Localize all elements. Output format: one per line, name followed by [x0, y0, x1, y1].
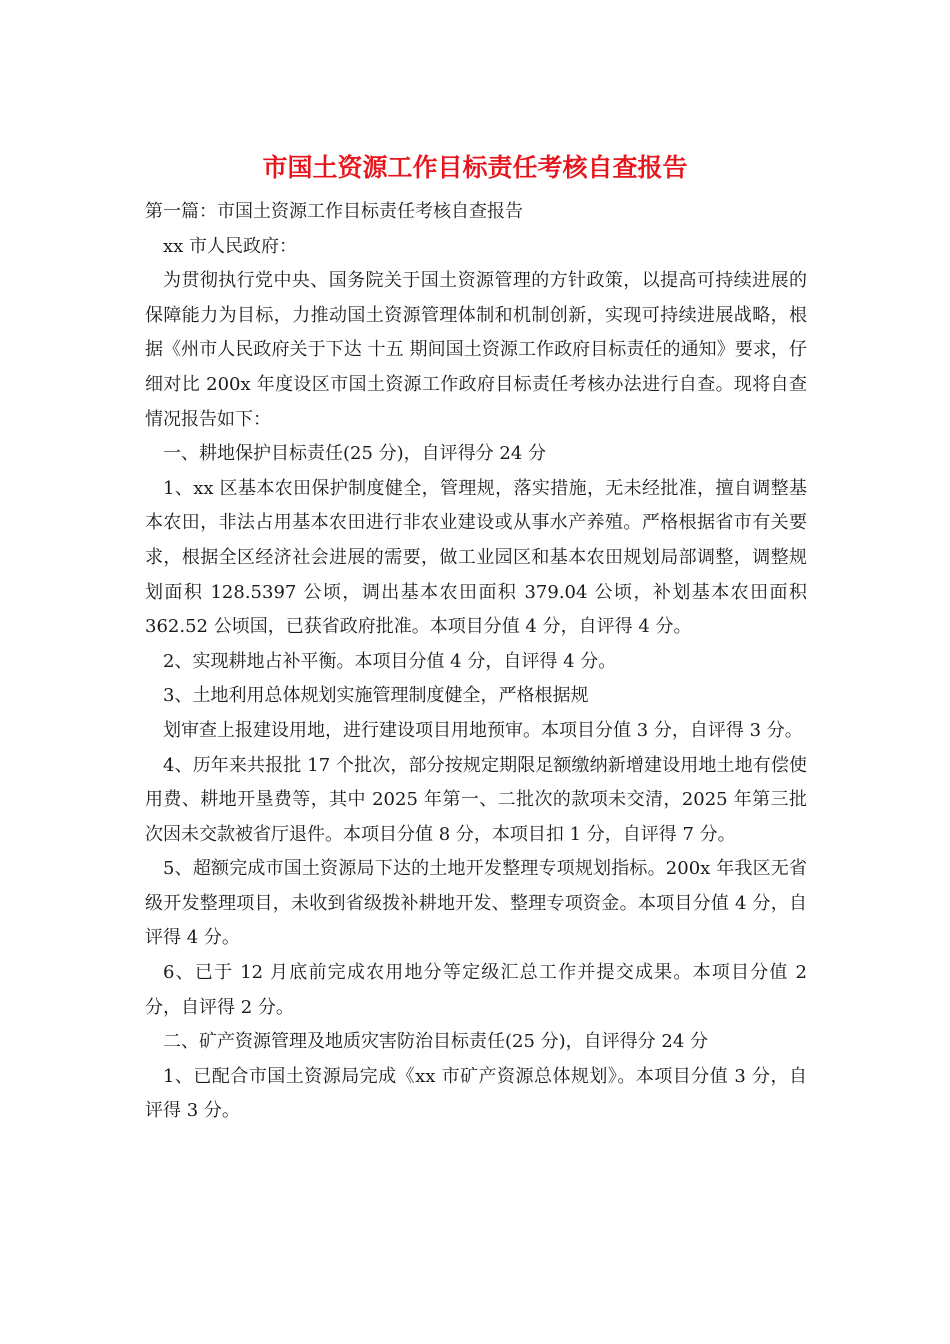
item-1-1: 1、xx 区基本农田保护制度健全，管理规，落实措施，无未经批准，擅自调整基本农田，非法占用基本农田进行非农业建设或从事水产养殖。严格根据省市有关要求，根据全区经济社会进展的需要，做工业园区和基本农田规划局部调整，调整规划面积 128.5397 公顷，调出基本农田面积 379.04 公顷，补划基本农田面积 362.52 公顷国，已获省政府批准。本项目分值 4 分，自评得 4 分。: [145, 477, 807, 638]
section-heading-1: 一、耕地保护目标责任(25 分)，自评得分 24 分: [163, 443, 547, 465]
item-1-4: 4、历年来共报批 17 个批次，部分按规定期限足额缴纳新增建设用地土地有偿使用费、耕地开垦费等，其中 2025 年第一、二批次的款项未交清，2025 年第三批次因未交款被省厅退件。本项目分值 8 分，本项目扣 1 分，自评得 7 分。: [145, 754, 807, 845]
item-1-6: 6、已于 12 月底前完成农用地分等定级汇总工作并提交成果。本项目分值 2 分，自评得 2 分。: [145, 962, 807, 1018]
item-2-1: 1、已配合市国土资源局完成《xx 市矿产资源总体规划》。本项目分值 3 分，自评得 3 分。: [145, 1065, 807, 1122]
section-heading-2: 二、矿产资源管理及地质灾害防治目标责任(25 分)，自评得分 24 分: [163, 1031, 709, 1053]
document-title: 市国土资源工作目标责任考核自查报告: [262, 153, 688, 182]
item-1-3-continued: 划审查上报建设用地，进行建设项目用地预审。本项目分值 3 分，自评得 3 分。: [163, 719, 803, 741]
salutation: xx 市人民政府：: [163, 235, 298, 257]
item-1-3-first-line: 3、土地利用总体规划实施管理制度健全，严格根据规: [163, 685, 589, 707]
item-1-5: 5、超额完成市国土资源局下达的土地开发整理专项规划指标。200x 年我区无省级开发整理项目，未收到省级拨补耕地开发、整理专项资金。本项目分值 4 分，自评得 4 分。: [145, 858, 807, 949]
chapter-heading: 第一篇：市国土资源工作目标责任考核自查报告: [145, 201, 523, 222]
item-1-2: 2、实现耕地占补平衡。本项目分值 4 分，自评得 4 分。: [163, 650, 617, 672]
document-body: [145, 195, 807, 1129]
intro-paragraph: 为贯彻执行党中央、国务院关于国土资源管理的方针政策，以提高可持续进展的保障能力为目标，力推动国土资源管理体制和机制创新，实现可持续进展战略，根据《州市人民政府关于下达 十五 期间国土资源工作政府目标责任的通知》要求，仔细对比 200x 年度设区市国土资源工作政府目标责任考核办法进行自查。现将自查情况报告如下：: [145, 270, 807, 430]
